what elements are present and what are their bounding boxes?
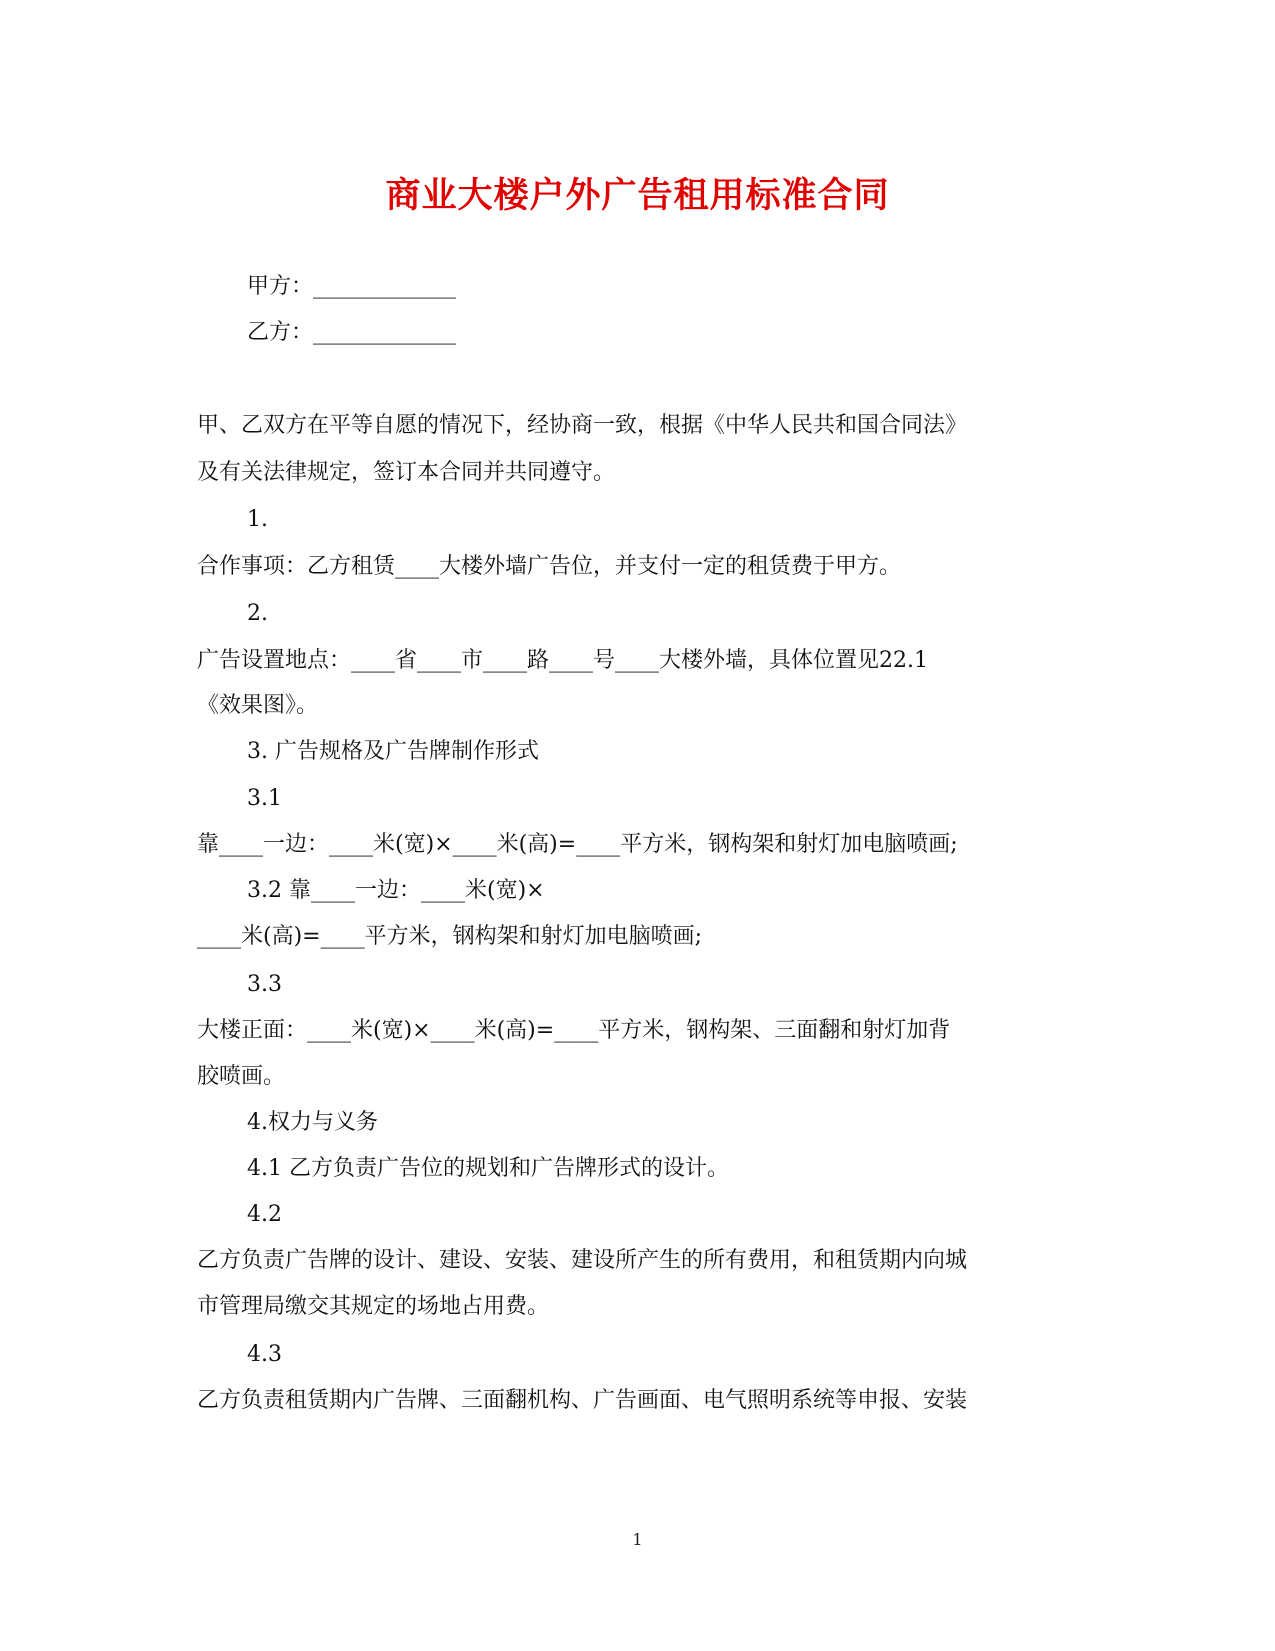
section-4-1-text: 4.1 乙方负责广告位的规划和广告牌形式的设计。 xyxy=(247,1156,729,1181)
document-title: 商业大楼户外广告租用标准合同 xyxy=(385,175,890,216)
section-4-2-number: 4.2 xyxy=(247,1202,282,1227)
section-3-1-text: 靠____一边：____米(宽)×____米(高)=____平方米，钢构架和射灯加电脑喷画; xyxy=(197,832,958,857)
section-3-3-number: 3.3 xyxy=(247,972,282,997)
section-3-2-text-continued: ____米(高)=____平方米，钢构架和射灯加电脑喷画; xyxy=(197,924,703,949)
intro-line-1: 甲、乙双方在平等自愿的情况下，经协商一致，根据《中华人民共和国合同法》 xyxy=(197,413,968,438)
section-2-text: 广告设置地点：____省____市____路____号____大楼外墙，具体位置见22.1 xyxy=(197,648,928,673)
section-1-number: 1. xyxy=(247,507,268,532)
party-b-line: 乙方：_____________ xyxy=(247,320,457,345)
section-4-heading: 4.权力与义务 xyxy=(247,1110,378,1135)
section-3-1-number: 3.1 xyxy=(247,786,282,811)
section-2-text-continued: 《效果图》。 xyxy=(197,693,319,718)
party-a-line: 甲方：_____________ xyxy=(247,274,457,299)
intro-line-2: 及有关法律规定，签订本合同并共同遵守。 xyxy=(197,460,616,485)
section-3-3-text-continued: 胶喷画。 xyxy=(197,1064,286,1089)
section-4-3-text: 乙方负责租赁期内广告牌、三面翻机构、广告画面、电气照明系统等申报、安装 xyxy=(197,1388,968,1413)
page-number: 1 xyxy=(632,1530,643,1549)
section-3-2-text: 3.2 靠____一边：____米(宽)× xyxy=(247,878,545,903)
section-3-heading: 3. 广告规格及广告牌制作形式 xyxy=(247,739,539,764)
section-4-2-text: 乙方负责广告牌的设计、建设、安装、建设所产生的所有费用，和租赁期内向城 xyxy=(197,1248,968,1273)
section-1-text: 合作事项：乙方租赁____大楼外墙广告位，并支付一定的租赁费于甲方。 xyxy=(197,554,902,579)
section-2-number: 2. xyxy=(247,601,268,626)
section-4-3-number: 4.3 xyxy=(247,1342,282,1367)
section-3-3-text: 大楼正面：____米(宽)×____米(高)=____平方米，钢构架、三面翻和射灯加背 xyxy=(197,1018,951,1043)
section-4-2-text-continued: 市管理局缴交其规定的场地占用费。 xyxy=(197,1294,550,1319)
